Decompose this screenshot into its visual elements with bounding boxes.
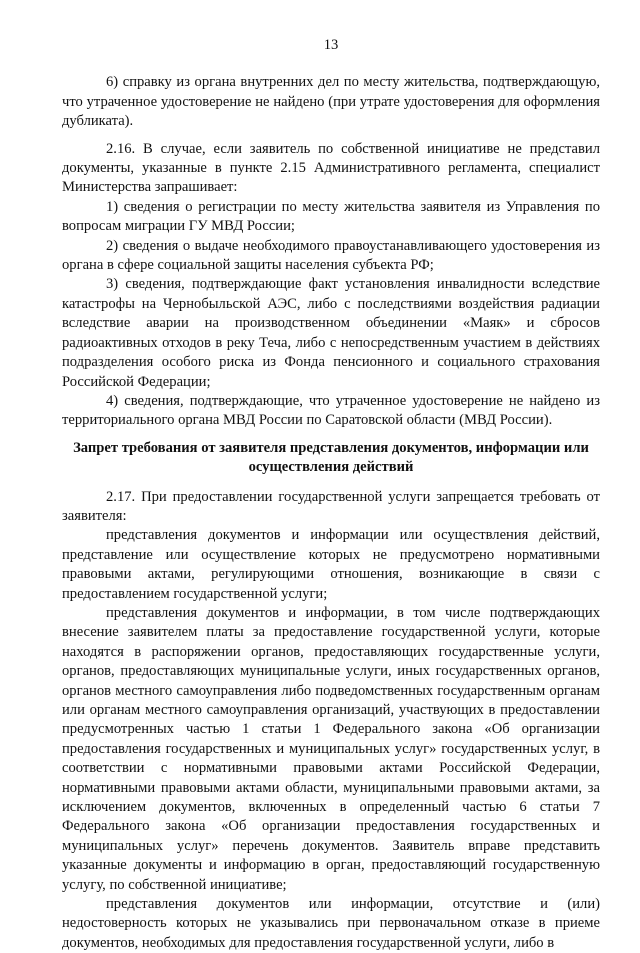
paragraph-2-16-item-2: 2) сведения о выдаче необходимого правоустанавливающего удостоверения из органа в сфере социальной защиты населения субъекта РФ; — [62, 237, 600, 274]
paragraph-2-17-item-2: представления документов и информации, в том числе подтверждающих внесение заявителем платы за предоставление государственной услуги, которые находятся в распоряжении органов, предоставляющих государственные услуги, органов, предоставляющих муниципальные услуги, иных государственных органов, органов местного самоуправления либо подведомственных государственным органам или органам местного самоуправления организаций, участвующих в предоставлении предусмотренных частью 1 статьи 1 Федерального закона «Об организации предоставления государственных и муниципальных услуг» государственных услуг, в соответствии с нормативными правовыми актами Российской Федерации, нормативными правовыми актами области, муниципальными правовыми актами, за исключением документов, включенных в определенный частью 6 статьи 7 Федерального закона «Об организации предоставления государственных и муниципальных услуг» перечень документов. Заявитель вправе представить указанные документы и информацию в орган, предоставляющий государственную услугу, по собственной инициативе; — [62, 604, 600, 893]
paragraph-2-17-item-1: представления документов и информации или осуществления действий, представление или осуществление которых не предусмотрено нормативными правовыми актами, регулирующими отношения, возникающие в связи с предоставлением государственной услуги; — [62, 527, 600, 602]
paragraph-2-16-item-4: 4) сведения, подтверждающие, что утраченное удостоверение не найдено из территориального органа МВД России по Саратовской области (МВД России). — [62, 392, 600, 429]
paragraph-2-17-item-3: представления документов или информации, отсутствие и (или) недостоверность которых не указывались при первоначальном отказе в приеме документов, необходимых для предоставления государственной услуги, либо в — [62, 896, 600, 951]
page-number: 13 — [323, 37, 339, 53]
paragraph-2-17: 2.17. При предоставлении государственной услуги запрещается требовать от заявителя: — [62, 488, 600, 524]
paragraph-2-16: 2.16. В случае, если заявитель по собственной инициативе не представил документы, указанные в пункте 2.15 Административного регламента, специалист Министерства запрашивает: — [62, 140, 600, 196]
section-heading: Запрет требования от заявителя представления документов, информации или осуществления действий — [73, 439, 589, 476]
paragraph-item-6: 6) справку из органа внутренних дел по месту жительства, подтверждающую, что утраченное удостоверение не найдено (при утрате удостоверения для оформления дубликата). — [62, 74, 600, 130]
paragraph-2-16-item-1: 1) сведения о регистрации по месту жительства заявителя из Управления по вопросам миграции ГУ МВД России; — [62, 198, 600, 235]
paragraph-2-16-item-3: 3) сведения, подтверждающие факт установления инвалидности вследствие катастрофы на Чернобыльской АЭС, либо с последствиями воздействия радиации вследствие аварии на производственном объединении «Маяк» и сбросов радиоактивных отходов в реку Теча, либо с непосредственным участием в действиях подразделения особого риска из Фонда пенсионного и социального страхования Российской Федерации; — [62, 276, 600, 390]
